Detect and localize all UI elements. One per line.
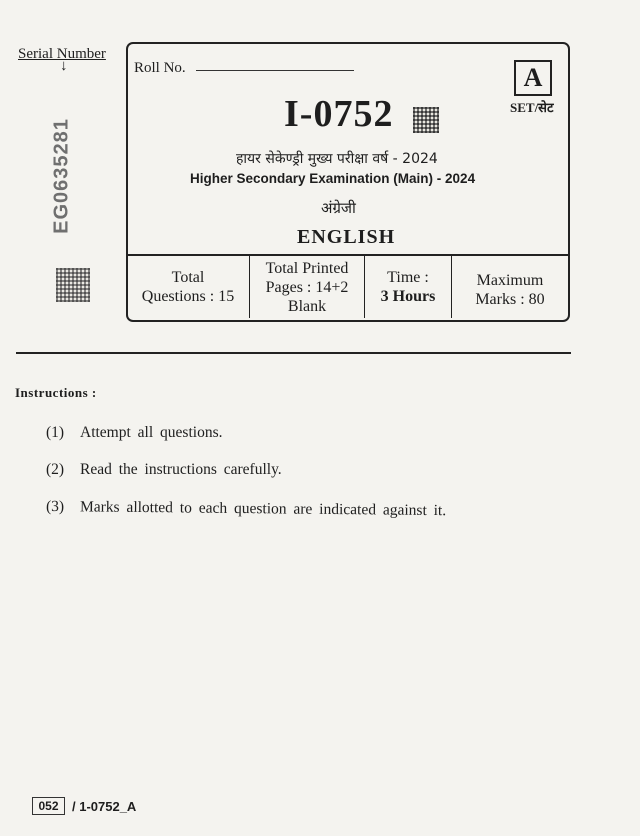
down-arrow-icon: ↓ xyxy=(60,58,68,74)
total-questions-value: Questions : 15 xyxy=(141,288,235,305)
max-marks-cell xyxy=(453,271,567,309)
info-grid-separator xyxy=(451,256,452,318)
instruction-item xyxy=(46,424,222,442)
info-grid-separator xyxy=(364,256,365,318)
instructions-heading: Instructions : xyxy=(15,385,97,400)
serial-code: EG0635281 xyxy=(50,118,73,234)
time-value: 3 Hours xyxy=(380,288,436,305)
exam-title-hindi: हायर सेकेण्ड्री मुख्य परीक्षा वर्ष - 2024 xyxy=(236,151,438,167)
instruction-number: (2) xyxy=(46,461,65,478)
subject-hindi: अंग्रेजी xyxy=(321,199,356,217)
instruction-number: (1) xyxy=(46,424,65,441)
info-grid-separator xyxy=(249,256,250,318)
roll-number-field[interactable] xyxy=(196,70,354,71)
total-pages-label: Total Printed xyxy=(265,260,349,277)
instruction-text: Attempt all questions. xyxy=(80,424,223,441)
section-divider xyxy=(16,352,571,354)
footer-page-code: 052 xyxy=(32,797,65,815)
total-pages-value: Pages : 14+2 xyxy=(265,279,349,296)
side-barcode-icon xyxy=(56,268,90,302)
instruction-number: (3) xyxy=(45,498,65,516)
serial-number-label: Serial Number xyxy=(18,46,106,62)
subject-english: ENGLISH xyxy=(297,226,396,248)
set-label: SET/सेट xyxy=(510,100,554,115)
max-marks-label: Maximum xyxy=(476,272,544,289)
total-pages-blank: Blank xyxy=(287,298,327,315)
instruction-item xyxy=(46,461,282,479)
total-pages-cell xyxy=(251,259,363,316)
exam-title-english: Higher Secondary Examination (Main) - 2024 xyxy=(190,171,476,186)
set-letter: A xyxy=(514,60,552,96)
instruction-text: Marks allotted to each question are indicated against it. xyxy=(79,498,447,520)
total-questions-label: Total xyxy=(171,269,205,286)
roll-number-label: Roll No. xyxy=(134,60,186,76)
instruction-item xyxy=(46,498,446,520)
total-questions-cell xyxy=(128,268,248,306)
footer-reference: / 1-0752_A xyxy=(72,799,137,814)
time-label: Time : xyxy=(387,269,429,286)
time-cell xyxy=(366,268,450,306)
info-grid-divider xyxy=(128,254,568,256)
paper-code: I-0752 xyxy=(284,93,394,135)
instruction-text: Read the instructions carefully. xyxy=(80,461,282,478)
max-marks-value: Marks : 80 xyxy=(475,291,545,308)
header-qr-icon xyxy=(413,107,439,133)
